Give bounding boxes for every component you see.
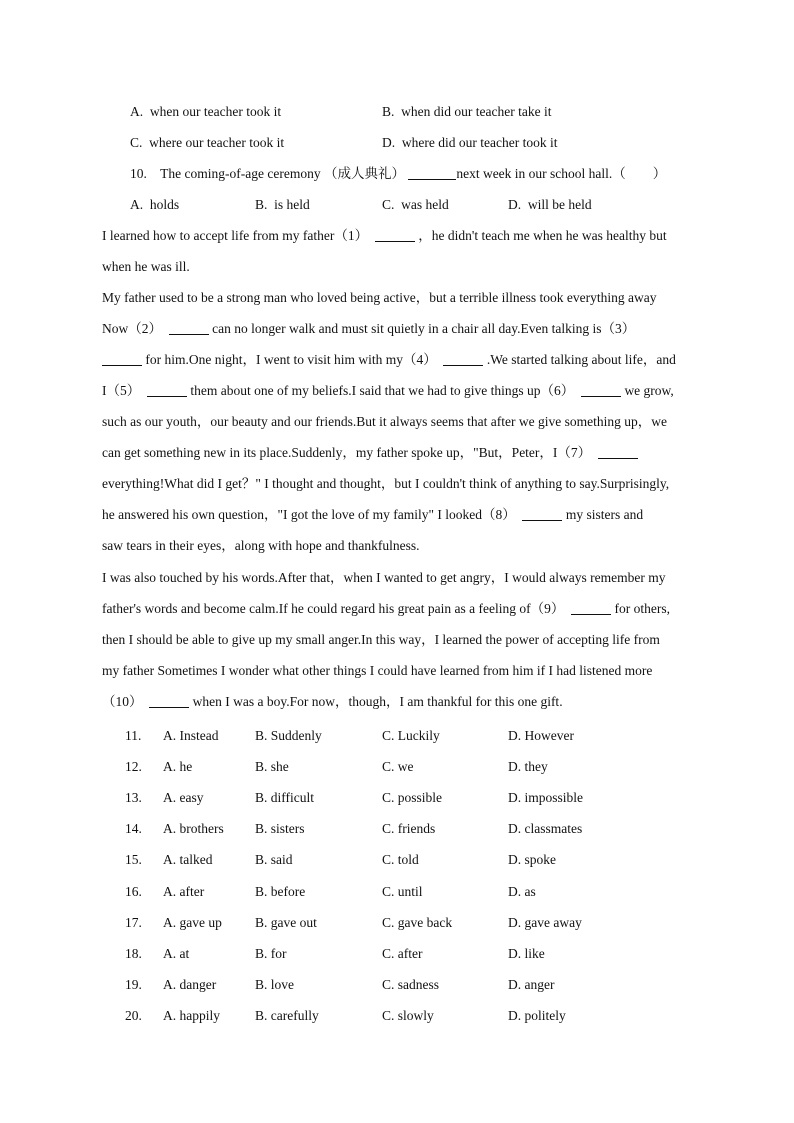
blank-7 [598, 444, 638, 459]
q10-stem-after: next week in our school hall.（ ） [456, 166, 667, 181]
passage-line: for him.One night，I went to visit him with my（4） .We started talking about life，and [102, 350, 676, 370]
q9-option-d: D. where did our teacher took it [382, 135, 558, 150]
choice-a: A. easy [163, 790, 204, 805]
choice-b: B. gave out [255, 915, 317, 930]
passage-line: I learned how to accept life from my father（1） ，he didn't teach me when he was healthy but [102, 228, 667, 243]
choice-b: B. carefully [255, 1008, 319, 1023]
question-row [125, 819, 645, 839]
question-number: 16. [125, 884, 142, 899]
question-number: 17. [125, 915, 142, 930]
choice-d: D. classmates [508, 821, 583, 836]
passage-line: then I should be able to give up my small anger.In this way，I learned the power of accepting life from [102, 632, 660, 647]
passage-line: （10） when I was a boy.For now，though，I am thankful for this one gift. [102, 694, 563, 709]
choice-c: C. Luckily [382, 728, 440, 743]
blank-1 [375, 227, 415, 242]
choice-b: B. she [255, 759, 289, 774]
choice-d: D. as [508, 884, 536, 899]
passage-line: such as our youth，our beauty and our friends.But it always seems that after we give something up，we [102, 414, 667, 429]
choice-c: C. friends [382, 821, 436, 836]
choice-b: B. difficult [255, 790, 314, 805]
choice-a: A. after [163, 884, 205, 899]
q9-option-b: B. when did our teacher take it [382, 104, 552, 119]
passage-line: My father used to be a strong man who loved being active，but a terrible illness took everything away [102, 290, 657, 305]
choice-d: D. politely [508, 1008, 566, 1023]
choice-b: B. for [255, 946, 287, 961]
choice-a: A. at [163, 946, 190, 961]
passage-line: my father Sometimes I wonder what other things I could have learned from him if I had listened more [102, 663, 653, 678]
passage-line: he answered his own question，"I got the love of my family" I looked（8） my sisters and [102, 507, 644, 522]
q10-stem [130, 164, 666, 184]
q9-option-c: C. where our teacher took it [130, 135, 285, 150]
q10-option-b: B. is held [255, 197, 310, 212]
choice-a: A. talked [163, 852, 213, 867]
q10-blank [408, 165, 456, 180]
passage-line: father's words and become calm.If he could regard his great pain as a feeling of（9） for others, [102, 601, 670, 616]
passage-line: Now（2） can no longer walk and must sit quietly in a chair all day.Even talking is（3） [102, 321, 636, 336]
choice-d: D. like [508, 946, 545, 961]
choice-a: A. Instead [163, 728, 219, 743]
question-row [125, 913, 645, 933]
q10-option-c: C. was held [382, 197, 449, 212]
question-number: 13. [125, 790, 142, 805]
choice-d: D. spoke [508, 852, 556, 867]
choice-c: C. told [382, 852, 419, 867]
choice-c: C. possible [382, 790, 443, 805]
blank-3 [102, 351, 142, 366]
choice-c: C. gave back [382, 915, 453, 930]
question-row [125, 757, 645, 777]
choice-d: D. they [508, 759, 548, 774]
choice-a: A. brothers [163, 821, 224, 836]
choice-d: D. However [508, 728, 574, 743]
choice-c: C. we [382, 759, 414, 774]
question-number: 12. [125, 759, 142, 774]
question-number: 14. [125, 821, 142, 836]
blank-4 [443, 351, 483, 366]
blank-8 [522, 506, 562, 521]
q10-options-row [130, 195, 730, 215]
q10-stem-before: The coming-of-age ceremony （成人典礼） [160, 166, 405, 181]
choice-a: A. gave up [163, 915, 222, 930]
blank-2 [169, 320, 209, 335]
question-number: 18. [125, 946, 142, 961]
choice-b: B. sisters [255, 821, 305, 836]
q10-option-d: D. will be held [508, 197, 592, 212]
choice-c: C. sadness [382, 977, 439, 992]
question-row [125, 726, 645, 746]
passage-line: I was also touched by his words.After that，when I wanted to get angry，I would always remember my [102, 570, 666, 585]
blank-5 [147, 382, 187, 397]
blank-6 [581, 382, 621, 397]
passage-line: I（5） them about one of my beliefs.I said that we had to give things up（6） we grow, [102, 383, 674, 398]
q10-option-a: A. holds [130, 197, 180, 212]
q9-options-row-2 [130, 133, 730, 153]
choice-d: D. gave away [508, 915, 582, 930]
choice-b: B. before [255, 884, 306, 899]
question-number: 11. [125, 728, 142, 743]
question-number: 20. [125, 1008, 142, 1023]
q9-option-a: A. when our teacher took it [130, 104, 282, 119]
question-number: 15. [125, 852, 142, 867]
choice-d: D. anger [508, 977, 555, 992]
choice-d: D. impossible [508, 790, 584, 805]
question-row [125, 850, 645, 870]
blank-10 [149, 693, 189, 708]
choice-c: C. until [382, 884, 423, 899]
choice-b: B. said [255, 852, 293, 867]
question-number: 19. [125, 977, 142, 992]
choice-b: B. love [255, 977, 294, 992]
passage-line: everything!What did I get？" I thought and thought，but I couldn't think of anything to say.Surprisingly, [102, 476, 670, 491]
choice-a: A. he [163, 759, 193, 774]
q10-number: 10. [130, 166, 147, 181]
q9-options-row-1 [130, 102, 730, 122]
passage-line: can get something new in its place.Suddenly，my father spoke up，"But，Peter，I（7） [102, 443, 638, 463]
passage-line: saw tears in their eyes，along with hope and thankfulness. [102, 538, 420, 553]
question-row [125, 882, 645, 902]
blank-9 [571, 600, 611, 615]
question-row [125, 1006, 645, 1026]
passage-line: when he was ill. [102, 259, 190, 274]
choice-b: B. Suddenly [255, 728, 322, 743]
choice-a: A. happily [163, 1008, 220, 1023]
question-row [125, 944, 645, 964]
choice-c: C. after [382, 946, 423, 961]
choice-a: A. danger [163, 977, 217, 992]
question-row [125, 788, 645, 808]
choice-c: C. slowly [382, 1008, 434, 1023]
question-row [125, 975, 645, 995]
